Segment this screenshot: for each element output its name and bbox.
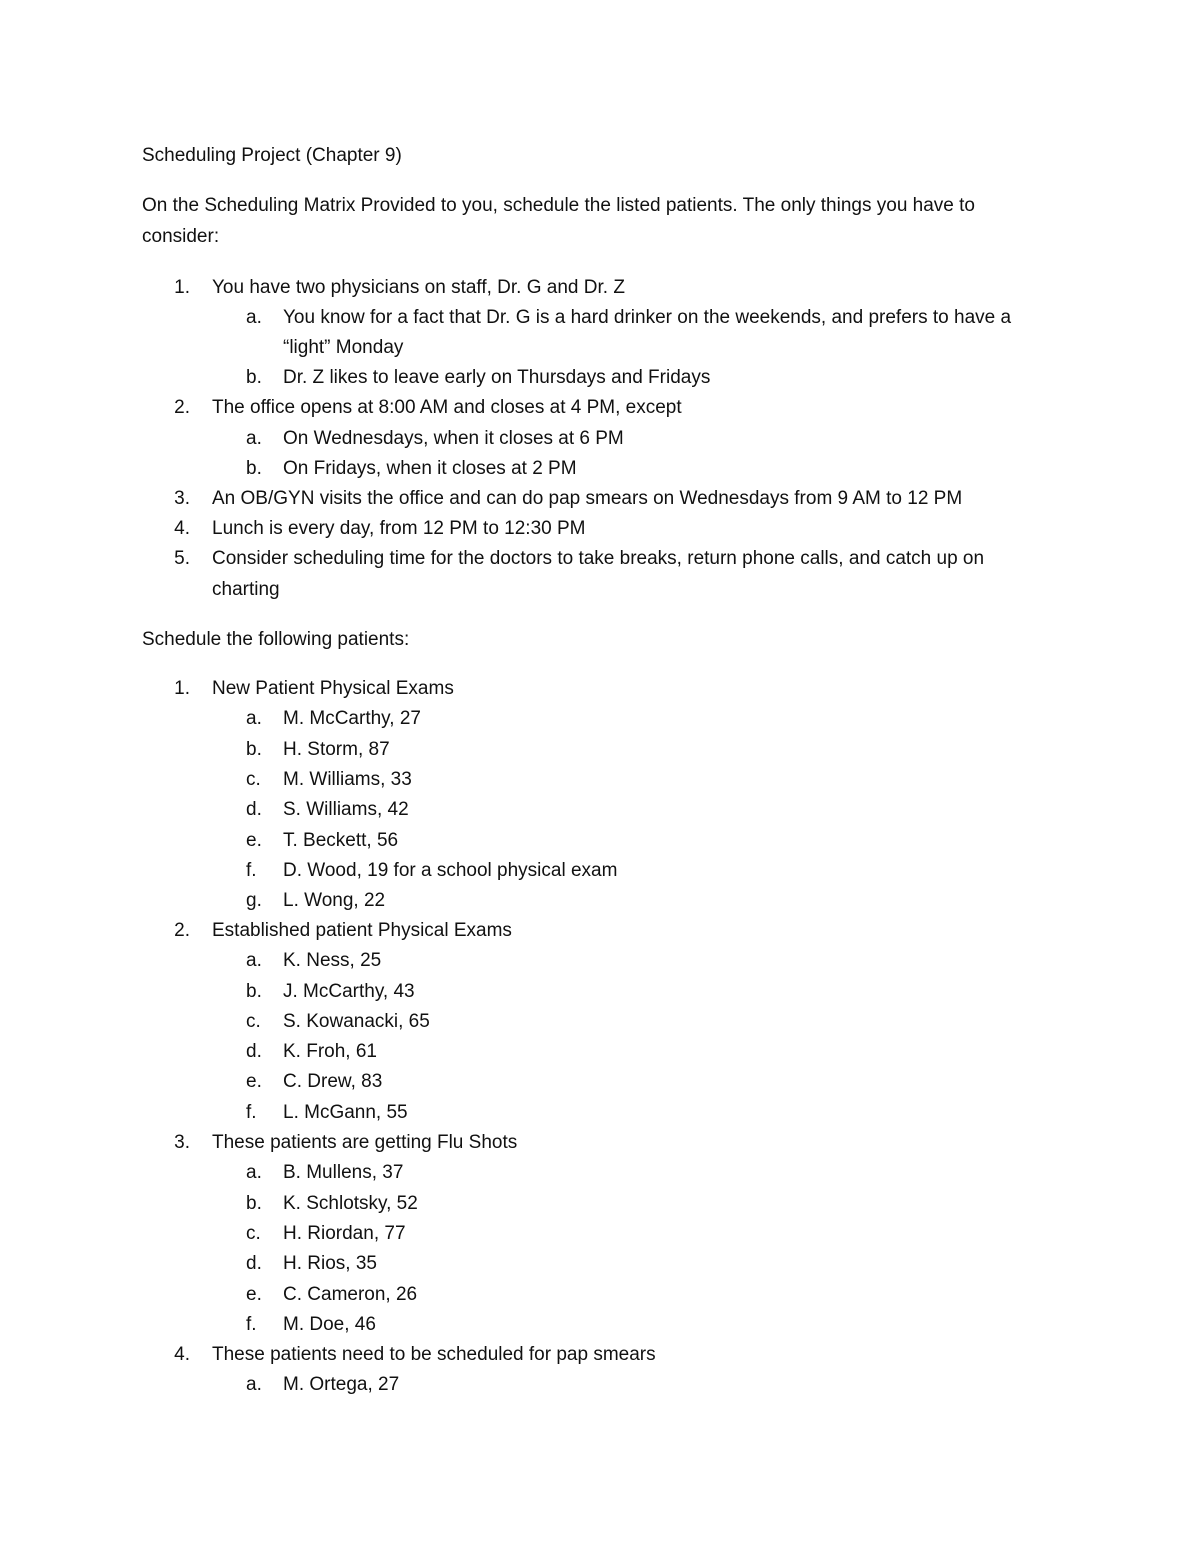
sub-list-marker: c. (246, 1223, 261, 1244)
patient-entry: M. Doe, 46 (283, 1314, 376, 1335)
sub-list-marker: b. (246, 739, 262, 760)
sub-list-marker: c. (246, 769, 261, 790)
sub-list-marker: a. (246, 307, 262, 328)
patient-entry: T. Beckett, 56 (283, 830, 399, 851)
sub-list-item: You know for a fact that Dr. G is a hard drinker on the weekends, and prefers to have a (283, 307, 1012, 328)
list-item: charting (212, 579, 280, 600)
sub-list-marker: f. (246, 1102, 257, 1123)
patient-entry: S. Kowanacki, 65 (283, 1011, 430, 1032)
sub-list-marker: c. (246, 1011, 261, 1032)
patient-entry: D. Wood, 19 for a school physical exam (283, 860, 618, 881)
sub-list-item: Dr. Z likes to leave early on Thursdays and Fridays (283, 367, 711, 388)
sub-list-marker: d. (246, 1041, 262, 1062)
sub-list-item: “light” Monday (283, 337, 404, 358)
sub-list-item: On Fridays, when it closes at 2 PM (283, 458, 577, 479)
patient-entry: K. Schlotsky, 52 (283, 1193, 418, 1214)
list-item: Established patient Physical Exams (212, 920, 512, 941)
sub-list-marker: b. (246, 367, 262, 388)
sub-list-marker: b. (246, 981, 262, 1002)
list-marker: 2. (174, 920, 190, 941)
patient-entry: L. McGann, 55 (283, 1102, 408, 1123)
list-item: You have two physicians on staff, Dr. G and Dr. Z (212, 277, 625, 298)
list-item: New Patient Physical Exams (212, 678, 454, 699)
patient-entry: H. Storm, 87 (283, 739, 390, 760)
section-heading: Schedule the following patients: (142, 629, 410, 650)
patient-entry: M. Ortega, 27 (283, 1374, 400, 1395)
sub-list-marker: d. (246, 1253, 262, 1274)
patient-entry: C. Drew, 83 (283, 1071, 383, 1092)
list-item: Consider scheduling time for the doctors to take breaks, return phone calls, and catch up on (212, 548, 985, 569)
intro-text: On the Scheduling Matrix Provided to you, schedule the listed patients. The only things you have to (142, 195, 975, 216)
sub-list-marker: a. (246, 1374, 262, 1395)
sub-list-marker: a. (246, 1162, 262, 1183)
intro-text: consider: (142, 226, 220, 247)
list-marker: 3. (174, 1132, 190, 1153)
sub-list-marker: f. (246, 1314, 257, 1335)
list-item: An OB/GYN visits the office and can do pap smears on Wednesdays from 9 AM to 12 PM (212, 488, 963, 509)
list-item: The office opens at 8:00 AM and closes at 4 PM, except (212, 397, 682, 418)
patient-entry: C. Cameron, 26 (283, 1284, 418, 1305)
list-marker: 4. (174, 1344, 190, 1365)
document-title: Scheduling Project (Chapter 9) (142, 145, 402, 166)
patient-entry: J. McCarthy, 43 (283, 981, 415, 1002)
list-item: These patients are getting Flu Shots (212, 1132, 518, 1153)
sub-list-marker: b. (246, 458, 262, 479)
list-marker: 5. (174, 548, 190, 569)
sub-list-marker: f. (246, 860, 257, 881)
patient-entry: L. Wong, 22 (283, 890, 386, 911)
sub-list-marker: a. (246, 428, 262, 449)
list-marker: 4. (174, 518, 190, 539)
patient-entry: K. Froh, 61 (283, 1041, 377, 1062)
patient-entry: H. Rios, 35 (283, 1253, 377, 1274)
sub-list-item: On Wednesdays, when it closes at 6 PM (283, 428, 624, 449)
sub-list-marker: d. (246, 799, 262, 820)
list-item: These patients need to be scheduled for pap smears (212, 1344, 656, 1365)
sub-list-marker: e. (246, 1071, 262, 1092)
list-item: Lunch is every day, from 12 PM to 12:30 PM (212, 518, 586, 539)
sub-list-marker: b. (246, 1193, 262, 1214)
list-marker: 3. (174, 488, 190, 509)
list-marker: 1. (174, 277, 190, 298)
list-marker: 2. (174, 397, 190, 418)
patient-entry: S. Williams, 42 (283, 799, 409, 820)
patient-entry: B. Mullens, 37 (283, 1162, 404, 1183)
patient-entry: H. Riordan, 77 (283, 1223, 406, 1244)
sub-list-marker: a. (246, 708, 262, 729)
patient-entry: K. Ness, 25 (283, 950, 382, 971)
patient-entry: M. Williams, 33 (283, 769, 412, 790)
list-marker: 1. (174, 678, 190, 699)
sub-list-marker: a. (246, 950, 262, 971)
patient-entry: M. McCarthy, 27 (283, 708, 421, 729)
sub-list-marker: e. (246, 1284, 262, 1305)
sub-list-marker: e. (246, 830, 262, 851)
sub-list-marker: g. (246, 890, 262, 911)
